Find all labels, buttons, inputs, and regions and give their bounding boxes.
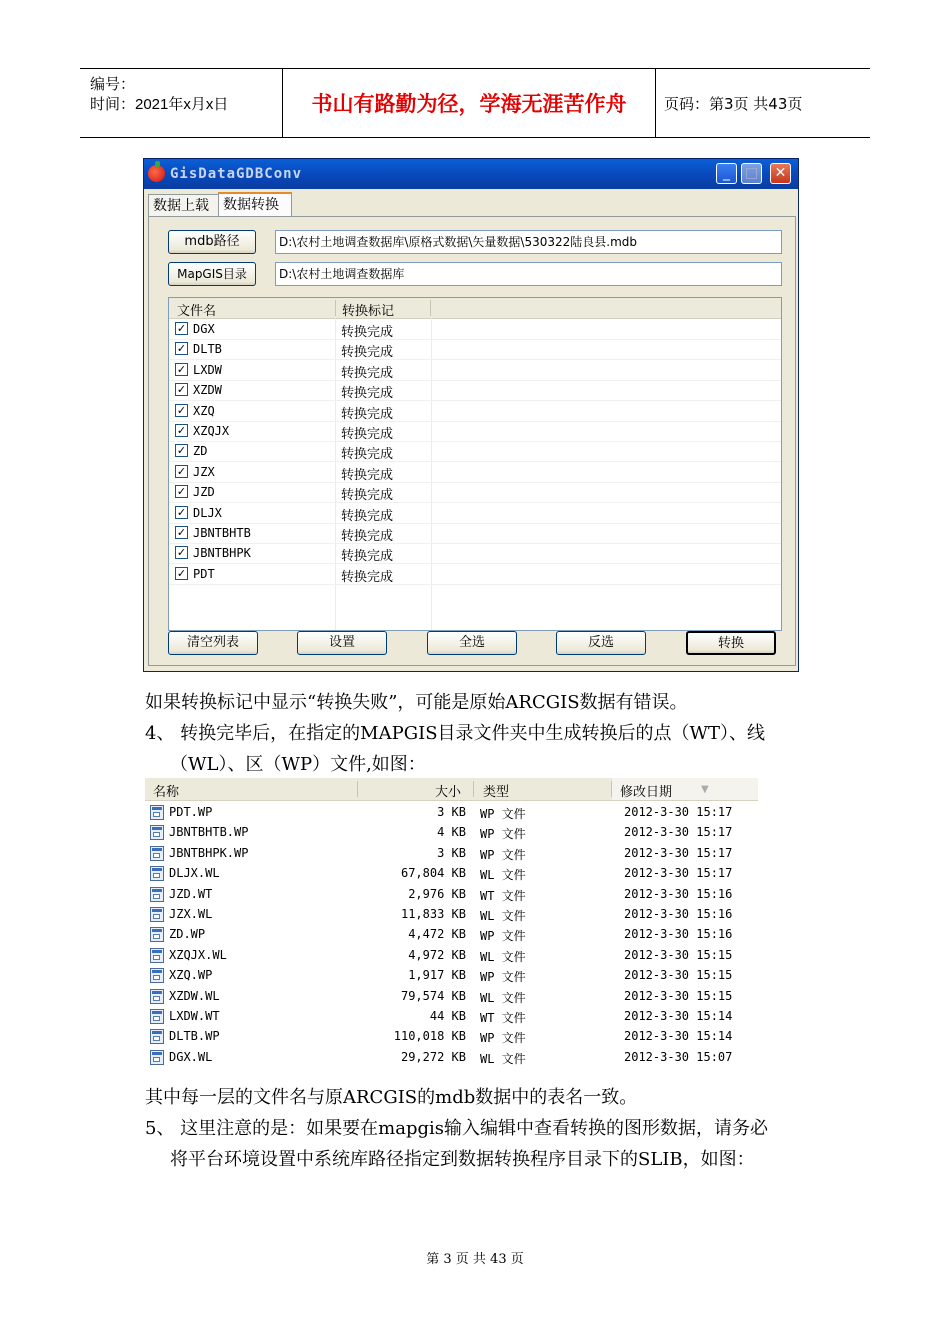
app-apple-icon: [148, 165, 165, 182]
file-list-header: [169, 298, 781, 319]
file-icon: [150, 907, 164, 922]
file-type: WP 文件: [480, 929, 526, 944]
status-text: 转换完成: [341, 345, 394, 361]
status-text: 转换完成: [341, 488, 394, 504]
file-row[interactable]: [145, 1026, 758, 1046]
file-icon: [150, 968, 164, 983]
doc-number: 编号：: [90, 76, 136, 93]
status-text: 转换完成: [341, 427, 394, 442]
conv-dialog: [143, 158, 799, 672]
file-date: 2012-3-30 15:15: [624, 947, 733, 962]
checkbox[interactable]: ✓: [176, 464, 187, 478]
para-step4-line1: 4、 转换完毕后，在指定的MAPGIS目录文件夹中生成转换后的点（WT）、线: [145, 723, 766, 744]
header-motto: 书山有路勤为径，学海无涯苦作舟: [283, 69, 656, 137]
checkbox[interactable]: ✓: [176, 403, 187, 417]
mdb-path-field[interactable]: D:\农村土地调查数据库\原格式数据\矢量数据\530322陆良县.mdb: [275, 230, 782, 254]
checkbox[interactable]: ✓: [176, 322, 187, 335]
file-name: JZD: [193, 485, 215, 500]
invert-select-button[interactable]: 反选: [556, 631, 646, 655]
status-text: 转换完成: [341, 467, 394, 483]
file-type: WT 文件: [480, 888, 526, 903]
file-size: 44 KB: [429, 1009, 466, 1023]
file-row[interactable]: [145, 1006, 758, 1026]
file-icon: [150, 825, 164, 840]
file-icon: [150, 989, 164, 1004]
file-name: DLJX: [193, 505, 222, 520]
status-text: 转换完成: [341, 386, 394, 402]
file-date: 2012-3-30 15:15: [624, 988, 733, 1003]
file-type: WL 文件: [480, 949, 526, 964]
col-filename[interactable]: 文件名: [177, 304, 217, 319]
convert-button[interactable]: 转换: [686, 631, 776, 655]
file-name: ZD.WP: [169, 927, 206, 942]
file-row[interactable]: [145, 1047, 758, 1067]
file-size: 4 KB: [437, 825, 466, 840]
dialog-title: GisDataGDBConv: [170, 166, 303, 182]
file-size: 2,976 KB: [408, 886, 466, 901]
para-step4-line2: （WL）、区（WP）文件,如图：: [170, 754, 426, 775]
status-text: 转换完成: [341, 549, 394, 565]
file-date: 2012-3-30 15:16: [624, 927, 733, 942]
list-item[interactable]: [169, 401, 781, 422]
file-name: JBNTBHPK: [193, 546, 251, 561]
status-text: 转换完成: [341, 508, 394, 524]
file-row[interactable]: [145, 863, 758, 883]
checkbox[interactable]: ✓: [176, 546, 187, 560]
file-type: WL 文件: [480, 990, 526, 1005]
file-row[interactable]: [145, 802, 758, 822]
dialog-titlebar: [144, 159, 798, 189]
list-item[interactable]: [169, 380, 781, 401]
file-name: DLTB: [193, 342, 222, 357]
file-date: 2012-3-30 15:17: [624, 845, 733, 860]
checkbox[interactable]: ✓: [176, 424, 187, 437]
file-type: WP 文件: [480, 1031, 526, 1046]
header-meta: [80, 69, 283, 137]
checkbox[interactable]: ✓: [176, 383, 187, 397]
file-type: WL 文件: [480, 868, 526, 883]
file-name: JBNTBHTB.WP: [169, 825, 249, 840]
page-footer: 第 3 页 共 43 页: [426, 1252, 524, 1267]
file-name: XZDW.WL: [169, 988, 220, 1003]
maximize-icon[interactable]: □: [741, 163, 762, 184]
status-text: 转换完成: [341, 529, 394, 544]
file-size: 4,472 KB: [408, 927, 466, 942]
settings-button[interactable]: 设置: [297, 631, 387, 655]
file-size: 4,972 KB: [408, 947, 466, 962]
header-page-info: 页码：第3页 共43页: [664, 94, 803, 113]
file-size: 67,804 KB: [400, 866, 466, 881]
file-name: XZQ.WP: [169, 968, 213, 983]
file-type: WP 文件: [480, 970, 526, 985]
list-item[interactable]: [169, 564, 781, 585]
file-type: WL 文件: [480, 909, 526, 923]
file-icon: [150, 927, 164, 942]
col-size[interactable]: 大小: [435, 785, 462, 800]
file-name: JBNTBHTB: [193, 526, 251, 540]
tab-convert[interactable]: 数据转换: [218, 192, 292, 218]
checkbox[interactable]: ✓: [176, 526, 187, 539]
status-text: 转换完成: [341, 569, 394, 585]
file-name: LXDW.WT: [169, 1009, 220, 1023]
file-icon: [150, 846, 164, 861]
file-date: 2012-3-30 15:17: [624, 805, 733, 819]
minimize-icon[interactable]: _: [716, 163, 737, 184]
file-icon: [150, 887, 164, 902]
file-name: DGX.WL: [169, 1049, 213, 1064]
file-name: PDT.WP: [169, 805, 213, 819]
doc-date: 时间：2021年x月x日: [90, 96, 229, 113]
list-item[interactable]: [169, 503, 781, 524]
mapgis-dir-button[interactable]: MapGIS目录: [168, 262, 256, 286]
tab-upload[interactable]: 数据上载: [148, 194, 222, 217]
file-date: 2012-3-30 15:17: [624, 866, 733, 881]
file-size: 3 KB: [437, 805, 466, 819]
file-name: JZX.WL: [169, 907, 213, 921]
col-date[interactable]: 修改日期: [620, 785, 673, 800]
col-status[interactable]: 转换标记: [342, 304, 395, 319]
para-failure-note: 如果转换标记中显示“转换失败”，可能是原始ARCGIS数据有错误。: [145, 692, 688, 713]
file-date: 2012-3-30 15:16: [624, 886, 733, 901]
file-name: DLTB.WP: [169, 1029, 220, 1044]
checkbox[interactable]: ✓: [176, 485, 187, 499]
file-icon: [150, 866, 164, 881]
checkbox[interactable]: ✓: [176, 505, 187, 519]
list-item[interactable]: [169, 482, 781, 503]
file-list[interactable]: [168, 297, 782, 631]
list-item[interactable]: [169, 360, 781, 381]
file-name: JZX: [193, 464, 215, 479]
file-size: 29,272 KB: [400, 1049, 466, 1064]
file-date: 2012-3-30 15:16: [624, 907, 733, 921]
file-date: 2012-3-30 15:15: [624, 968, 733, 983]
close-icon[interactable]: ✕: [770, 163, 791, 184]
sort-desc-icon: ▼: [701, 784, 709, 795]
file-date: 2012-3-30 15:07: [624, 1049, 733, 1064]
list-item[interactable]: [169, 543, 781, 564]
file-size: 1,917 KB: [408, 968, 466, 983]
file-type: WP 文件: [480, 827, 526, 842]
file-name: JZD.WT: [169, 886, 213, 901]
file-name: XZQ: [193, 403, 215, 418]
file-name: XZQJX.WL: [169, 947, 227, 962]
file-type: WT 文件: [480, 1011, 526, 1025]
checkbox[interactable]: ✓: [176, 444, 187, 458]
file-icon: [150, 805, 164, 820]
file-name: DLJX.WL: [169, 866, 220, 881]
para-step5-line2: 将平台环境设置中系统库路径指定到数据转换程序目录下的SLIB，如图：: [170, 1149, 755, 1170]
status-text: 转换完成: [341, 325, 394, 340]
page-header: [80, 68, 870, 138]
file-size: 110,018 KB: [393, 1029, 466, 1044]
explorer-file-list: [145, 778, 758, 1064]
col-name[interactable]: 名称: [153, 785, 180, 800]
file-size: 79,574 KB: [400, 988, 466, 1003]
file-name: PDT: [193, 566, 215, 581]
clear-list-button[interactable]: 清空列表: [168, 631, 258, 655]
file-icon: [150, 1009, 164, 1024]
checkbox[interactable]: ✓: [176, 342, 187, 356]
file-row[interactable]: [145, 924, 758, 944]
file-icon: [150, 1029, 164, 1044]
file-date: 2012-3-30 15:14: [624, 1009, 733, 1023]
file-row[interactable]: [145, 945, 758, 965]
file-icon: [150, 948, 164, 963]
file-row[interactable]: [145, 904, 758, 924]
list-item[interactable]: [169, 421, 781, 442]
file-name: ZD: [193, 444, 208, 459]
checkbox[interactable]: ✓: [176, 362, 187, 376]
list-item[interactable]: [169, 319, 781, 340]
file-row[interactable]: [145, 843, 758, 863]
col-type[interactable]: 类型: [483, 785, 510, 800]
file-type: WL 文件: [480, 1051, 526, 1066]
file-row[interactable]: [145, 965, 758, 985]
file-type: WP 文件: [480, 847, 526, 862]
explorer-header: [145, 778, 758, 801]
mdb-path-button[interactable]: mdb路径: [168, 230, 256, 254]
list-item[interactable]: [169, 339, 781, 360]
status-text: 转换完成: [341, 447, 394, 463]
list-item[interactable]: [169, 462, 781, 483]
para-step5-line1: 5、 这里注意的是：如果要在mapgis输入编辑中查看转换的图形数据，请务必: [145, 1118, 769, 1139]
convert-panel: [148, 216, 796, 666]
checkbox[interactable]: ✓: [176, 566, 187, 580]
file-row[interactable]: [145, 822, 758, 842]
file-date: 2012-3-30 15:17: [624, 825, 733, 840]
file-name: XZQJX: [193, 424, 230, 438]
file-name: LXDW: [193, 362, 222, 377]
file-size: 3 KB: [437, 845, 466, 860]
file-date: 2012-3-30 15:14: [624, 1029, 733, 1044]
status-text: 转换完成: [341, 365, 394, 381]
list-item[interactable]: [169, 441, 781, 462]
file-row[interactable]: [145, 986, 758, 1006]
file-icon: [150, 1050, 164, 1065]
mapgis-dir-field[interactable]: D:\农村土地调查数据库: [275, 262, 782, 286]
file-name: DGX: [193, 322, 215, 336]
para-layer-names: 其中每一层的文件名与原ARCGIS的mdb数据中的表名一致。: [145, 1087, 638, 1108]
file-type: WP 文件: [480, 807, 526, 821]
file-row[interactable]: [145, 884, 758, 904]
file-name: JBNTBHPK.WP: [169, 845, 249, 860]
select-all-button[interactable]: 全选: [427, 631, 517, 655]
file-size: 11,833 KB: [400, 907, 466, 921]
status-text: 转换完成: [341, 406, 394, 422]
list-item[interactable]: [169, 523, 781, 544]
file-name: XZDW: [193, 383, 222, 398]
